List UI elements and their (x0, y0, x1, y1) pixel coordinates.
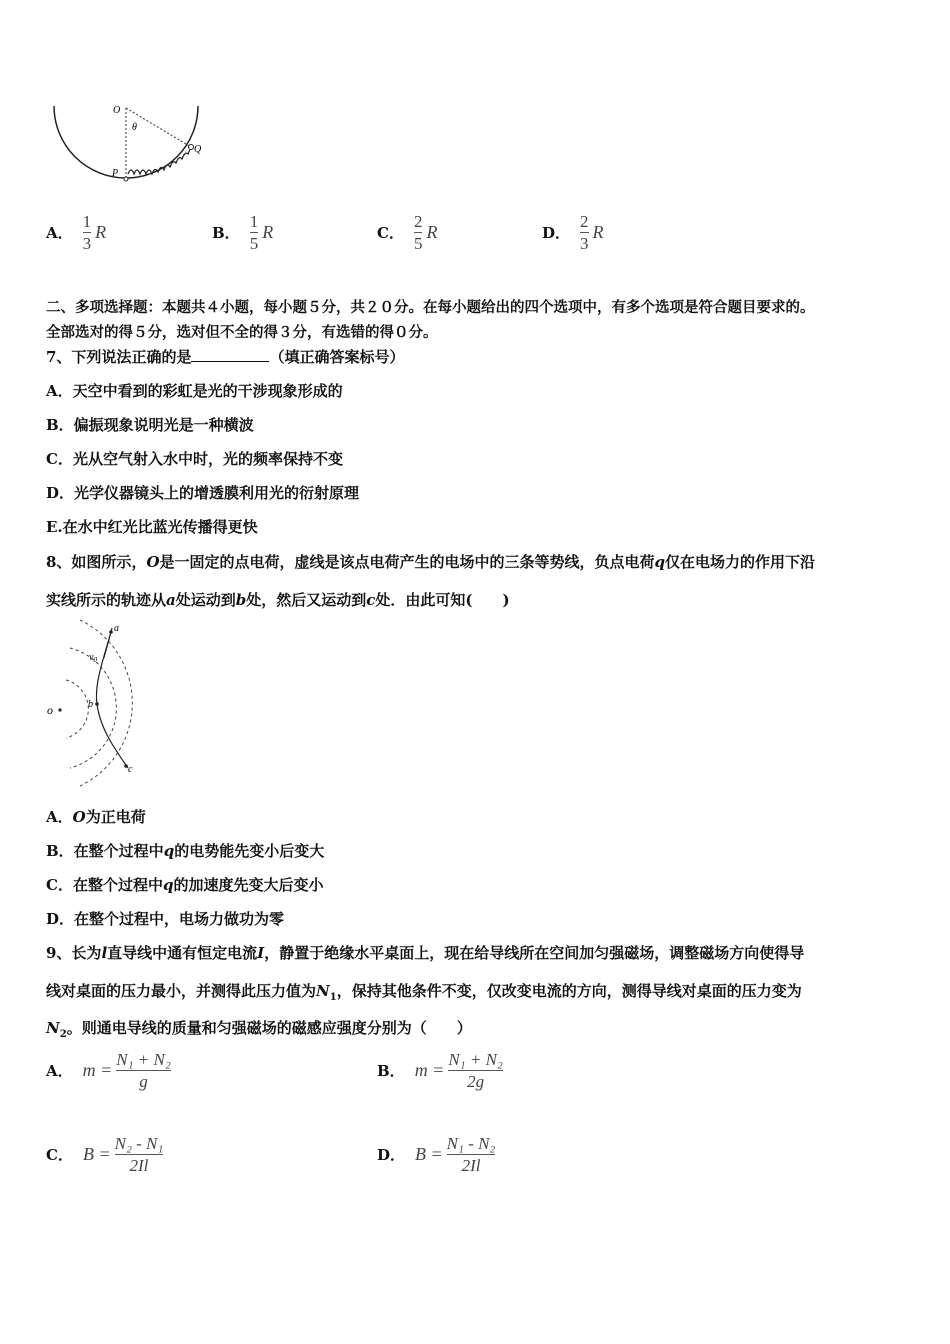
q7-option-e[interactable]: E.在水中红光比蓝光传播得更快 (46, 518, 258, 536)
label-c: c (128, 764, 133, 775)
q6-option-d[interactable]: D． $\frac{2}{3}$ R (542, 212, 604, 253)
q9-option-a[interactable]: A． m = $\frac{\text{N₁ + N₂}}{g}$ (46, 1050, 171, 1091)
label-o: o (47, 703, 53, 717)
label-o: O (113, 105, 121, 116)
q9-stem-line1: 9、长为l直导线中通有恒定电流I，静置于绝缘水平桌面上，现在给导线所在空间加匀强磁场，调整磁场方向使得导 (46, 944, 805, 962)
label-a: a (114, 623, 119, 634)
q7-option-b[interactable]: B．偏振现象说明光是一种横波 (46, 416, 254, 434)
section2-line1: 二、多项选择题：本题共４小题，每小题５分，共２０分。在每小题给出的四个选项中，有多个选项是符合题目要求的。 (46, 299, 815, 316)
q8-figure (44, 618, 164, 788)
answer-blank[interactable] (191, 347, 269, 362)
q6-option-b[interactable]: B． $\frac{1}{5}$ R (212, 212, 274, 253)
point-a (109, 630, 113, 634)
q6-option-c[interactable]: C． $\frac{2}{5}$ R (377, 212, 438, 253)
q7-option-d[interactable]: D．光学仪器镜头上的增透膜利用光的衍射原理 (46, 484, 360, 502)
q9-option-d[interactable]: D． B = $\frac{\text{N₁ - N₂}}{2Il}$ (377, 1134, 496, 1175)
q6-figure (48, 100, 208, 190)
label-b: b (88, 699, 93, 710)
point-p (124, 177, 128, 181)
q9-option-c[interactable]: C． B = $\frac{\text{N₂ - N₁}}{2Il}$ (46, 1134, 164, 1175)
label-p: P (112, 168, 119, 179)
point-q (189, 145, 194, 150)
q8-option-c[interactable]: C．在整个过程中q的加速度先变大后变小 (46, 876, 324, 894)
q8-stem-line1: 8、如图所示，O是一固定的点电荷，虚线是该点电荷产生的电场中的三条等势线，负点电荷q仅在电场力的作用下沿 (46, 553, 816, 571)
velocity-arrow (104, 636, 110, 658)
q8-stem-line2: 实线所示的轨迹从a处运动到b处，然后又运动到c处．由此可知( ) (46, 591, 510, 609)
label-theta: θ (132, 122, 137, 133)
point-b (95, 702, 99, 706)
spring-icon (128, 148, 194, 174)
label-q: Q (194, 144, 202, 155)
q8-option-b[interactable]: B．在整个过程中q的电势能先变小后变大 (46, 842, 325, 860)
q7-stem: 7、下列说法正确的是 （填正确答案标号） (46, 348, 405, 366)
q8-option-a[interactable]: A．O为正电荷 (46, 808, 146, 826)
equipotential-middle (70, 648, 116, 768)
q7-option-c[interactable]: C．光从空气射入水中时，光的频率保持不变 (46, 450, 343, 468)
section2-line2: 全部选对的得５分，选对但不全的得３分，有选错的得０分。 (46, 324, 438, 341)
point-o (58, 708, 61, 711)
label-v0: $v_0$ (89, 652, 97, 664)
q8-option-d[interactable]: D．在整个过程中，电场力做功为零 (46, 910, 285, 928)
q9-option-b[interactable]: B． m = $\frac{\text{N₁ + N₂}}{2g}$ (377, 1050, 503, 1091)
trajectory-line (96, 628, 128, 768)
equipotential-inner (66, 680, 88, 738)
q9-stem-line3: $N_2$。则通电导线的质量和匀强磁场的磁感应强度分别为（ ） (46, 1019, 472, 1040)
q9-stem-line2: 线对桌面的压力最小，并测得此压力值为$N_1$，保持其他条件不变，仅改变电流的方向，测得导线对桌面的压力变为 (46, 982, 802, 1003)
q7-option-a[interactable]: A．天空中看到的彩虹是光的干涉现象形成的 (46, 382, 343, 400)
q6-option-a[interactable]: A． $\frac{1}{3}$ R (46, 212, 107, 253)
